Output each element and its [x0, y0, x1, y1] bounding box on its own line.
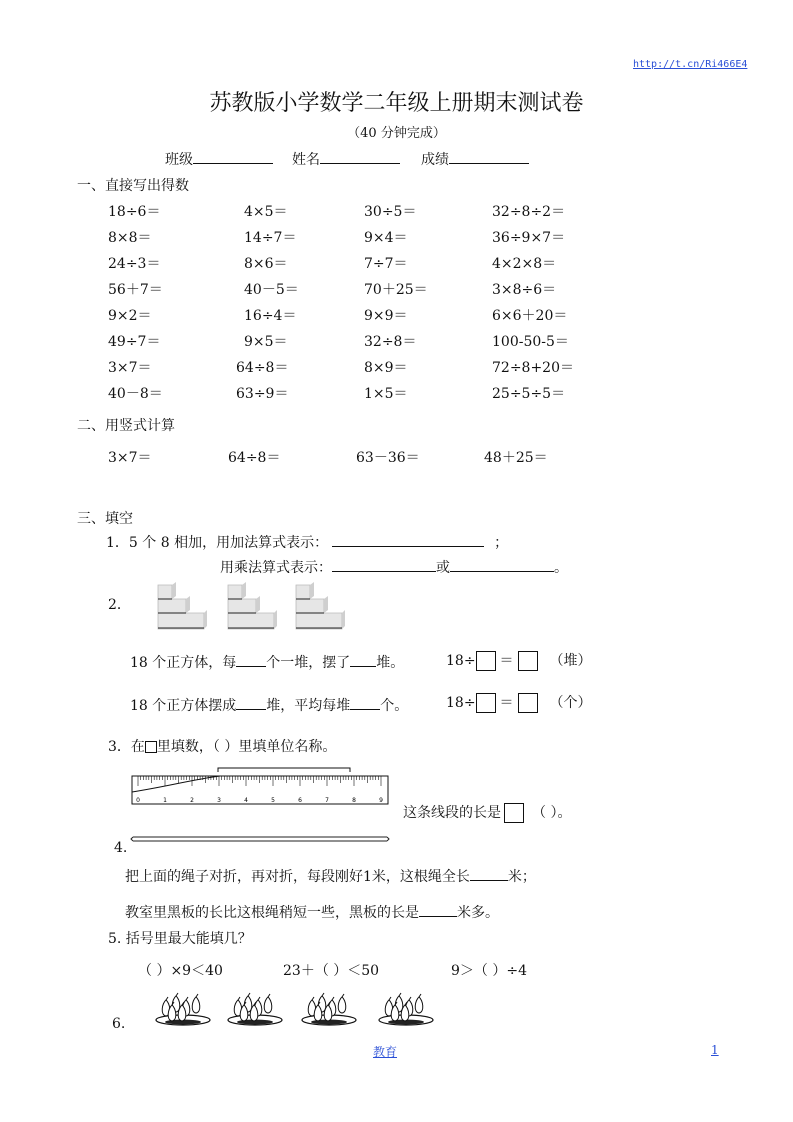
oral-calc-item: 18÷6＝: [108, 204, 161, 220]
oral-calc-item: 40－8＝: [108, 386, 163, 402]
q2-equation-2: [446, 692, 592, 713]
oral-calc-item: 72÷8+20＝: [492, 360, 574, 376]
oral-calc-item: 6×6＋20＝: [492, 308, 568, 324]
oral-calc-item: 9×9＝: [364, 308, 408, 324]
oral-calc-item: 7÷7＝: [364, 256, 408, 272]
score-field: [421, 149, 529, 169]
oral-calc-item: 56＋7＝: [108, 282, 163, 298]
q3-instruction: [108, 736, 336, 756]
q2-eq2-answer-box[interactable]: [476, 693, 496, 713]
q2-eq1-dividend: 18÷: [446, 653, 476, 669]
q2-eq1-equals: ＝: [499, 653, 514, 669]
q5-item: （ ）×9＜40: [138, 963, 223, 979]
page-number[interactable]: 1: [711, 1043, 719, 1057]
q2-s1-text-c: 堆。: [376, 655, 405, 671]
oral-calc-item: 63÷9＝: [236, 386, 289, 402]
q4-blank-2[interactable]: [419, 902, 457, 917]
q1-or: 或: [436, 560, 450, 576]
q1-multiplication-prompt: 用乘法算式表示：: [220, 560, 332, 576]
q4-blank-1[interactable]: [470, 866, 508, 881]
oral-calc-item: 16÷4＝: [244, 308, 297, 324]
q2-eq1-result-box[interactable]: [518, 651, 538, 671]
oral-calc-item: 40－5＝: [244, 282, 299, 298]
name-field: [292, 149, 400, 169]
q2-eq2-equals: ＝: [499, 695, 514, 711]
pear-plate-icon: [226, 987, 284, 1029]
oral-calc-item: 8×9＝: [364, 360, 408, 376]
section1-heading: 一、直接写出得数: [77, 178, 189, 194]
header-url-link[interactable]: http://t.cn/Ri466E4: [633, 59, 748, 70]
q5-item: 23＋（ ）＜50: [283, 963, 380, 979]
pear-plate-icon: [377, 987, 435, 1029]
footer-link[interactable]: 教育: [373, 1045, 398, 1059]
q6-number: 6.: [112, 1016, 126, 1032]
ruler-tick-label: 9: [379, 797, 383, 804]
oral-calc-item: 30÷5＝: [364, 204, 417, 220]
vertical-calc-item: 63－36＝: [356, 450, 420, 466]
q2-s1-blank-2[interactable]: [350, 652, 376, 667]
oral-calc-item: 3×7＝: [108, 360, 152, 376]
q4-line2-end: 米多。: [457, 905, 499, 921]
ruler-tick-label: 7: [325, 797, 329, 804]
vertical-calc-item: 3×7＝: [108, 450, 152, 466]
q4-number: 4.: [114, 840, 128, 856]
q1-mult-blank-1[interactable]: [332, 557, 436, 572]
q1-period: 。: [554, 560, 568, 576]
oral-calc-item: 8×6＝: [244, 256, 288, 272]
q3-length-unit-blank: （ ）。: [532, 805, 572, 821]
q3-length-line: [403, 802, 571, 823]
ruler-tick-label: 4: [244, 797, 248, 804]
vertical-calc-item: 64÷8＝: [228, 450, 281, 466]
q2-eq1-unit: （堆）: [549, 653, 592, 669]
q4-line2-text: 教室里黑板的长比这根绳稍短一些，黑板的长是: [125, 905, 419, 921]
cube-stair-icon: [156, 583, 208, 631]
q1-addition-blank[interactable]: [332, 532, 484, 547]
q2-s2-text-c: 个。: [380, 698, 409, 714]
q2-sentence-2: [130, 695, 408, 715]
q2-s1-text-b: 个一堆，摆了: [266, 655, 351, 671]
oral-calc-item: 64÷8＝: [236, 360, 289, 376]
q1-line2: [220, 557, 568, 577]
oral-calc-item: 4×5＝: [244, 204, 288, 220]
q3-text-b: 里填数，（ ）里填单位名称。: [156, 739, 337, 755]
q2-s2-blank-1[interactable]: [236, 695, 266, 710]
section2-heading: 二、用竖式计算: [77, 418, 175, 434]
q2-s1-text-a: 18 个正方体，每: [130, 655, 237, 671]
oral-calc-item: 4×2×8＝: [492, 256, 557, 272]
oral-calc-item: 32÷8÷2＝: [492, 204, 566, 220]
ruler-tick-label: 1: [163, 797, 167, 804]
q3-square-glyph: [145, 741, 157, 753]
q2-eq2-result-box[interactable]: [518, 693, 538, 713]
class-blank[interactable]: [193, 149, 273, 164]
q2-sentence-1: [130, 652, 404, 672]
cube-stair-icon: [226, 583, 278, 631]
q2-eq2-dividend: 18÷: [446, 695, 476, 711]
q1-mult-blank-2[interactable]: [450, 557, 554, 572]
q3-length-text: 这条线段的长是: [403, 805, 501, 821]
oral-calc-item: 25÷5÷5＝: [492, 386, 566, 402]
oral-calc-item: 9×4＝: [364, 230, 408, 246]
q2-eq1-answer-box[interactable]: [476, 651, 496, 671]
rope-figure: [133, 834, 389, 844]
q1-line1: [106, 532, 508, 552]
oral-calc-item: 8×8＝: [108, 230, 152, 246]
ruler-tick-label: 5: [271, 797, 275, 804]
oral-calc-item: 100-50-5＝: [492, 334, 569, 350]
ruler-tick-label: 8: [352, 797, 356, 804]
q1-semicolon: ；: [494, 535, 509, 551]
q5-question: 5. 括号里最大能填几？: [108, 931, 252, 947]
oral-calc-item: 32÷8＝: [364, 334, 417, 350]
score-label: 成绩: [421, 152, 449, 168]
q2-s1-blank-1[interactable]: [236, 652, 266, 667]
ruler-figure: [130, 762, 392, 810]
oral-calc-item: 3×8÷6＝: [492, 282, 557, 298]
oral-calc-item: 14÷7＝: [244, 230, 297, 246]
class-label: 班级: [165, 152, 193, 168]
page-title: 苏教版小学数学二年级上册期末测试卷: [209, 91, 584, 116]
vertical-calc-item: 48＋25＝: [484, 450, 548, 466]
q2-s2-text-b: 堆，平均每堆: [266, 698, 351, 714]
section3-heading: 三、填空: [77, 511, 133, 527]
oral-calc-item: 9×5＝: [244, 334, 288, 350]
q3-length-box[interactable]: [504, 803, 524, 823]
oral-calc-item: 49÷7＝: [108, 334, 161, 350]
q3-text-a: 3．在: [108, 739, 145, 755]
ruler-tick-label: 6: [298, 797, 302, 804]
q2-equation-1: [446, 650, 592, 671]
name-label: 姓名: [292, 152, 320, 168]
q2-s2-blank-2[interactable]: [350, 695, 380, 710]
q2-s2-text-a: 18 个正方体摆成: [130, 698, 237, 714]
q4-line1-text: 把上面的绳子对折，再对折，每段刚好1米，这根绳全长: [125, 869, 470, 885]
score-blank[interactable]: [449, 149, 529, 164]
class-field: [165, 149, 273, 169]
q2-number: 2．: [108, 597, 131, 613]
q2-eq2-unit: （个）: [549, 695, 592, 711]
oral-calc-item: 24÷3＝: [108, 256, 161, 272]
ruler-tick-label: 0: [136, 797, 140, 804]
oral-calc-item: 70＋25＝: [364, 282, 428, 298]
q1-addition-prompt: 1．5 个 8 相加，用加法算式表示：: [106, 535, 329, 551]
name-blank[interactable]: [320, 149, 400, 164]
q4-line1: [125, 866, 536, 886]
q4-line2: [125, 902, 499, 922]
cube-stair-icon: [294, 583, 346, 631]
oral-calc-item: 1×5＝: [364, 386, 408, 402]
q5-item: 9＞（ ）÷4: [451, 963, 527, 979]
q4-line1-end: 米；: [507, 869, 536, 885]
pear-plate-icon: [300, 987, 358, 1029]
ruler-tick-label: 3: [217, 797, 221, 804]
oral-calc-item: 9×2＝: [108, 308, 152, 324]
oral-calc-item: 36÷9×7＝: [492, 230, 566, 246]
pear-plate-icon: [154, 987, 212, 1029]
ruler-tick-label: 2: [190, 797, 194, 804]
page-subtitle: （40 分钟完成）: [347, 126, 446, 141]
